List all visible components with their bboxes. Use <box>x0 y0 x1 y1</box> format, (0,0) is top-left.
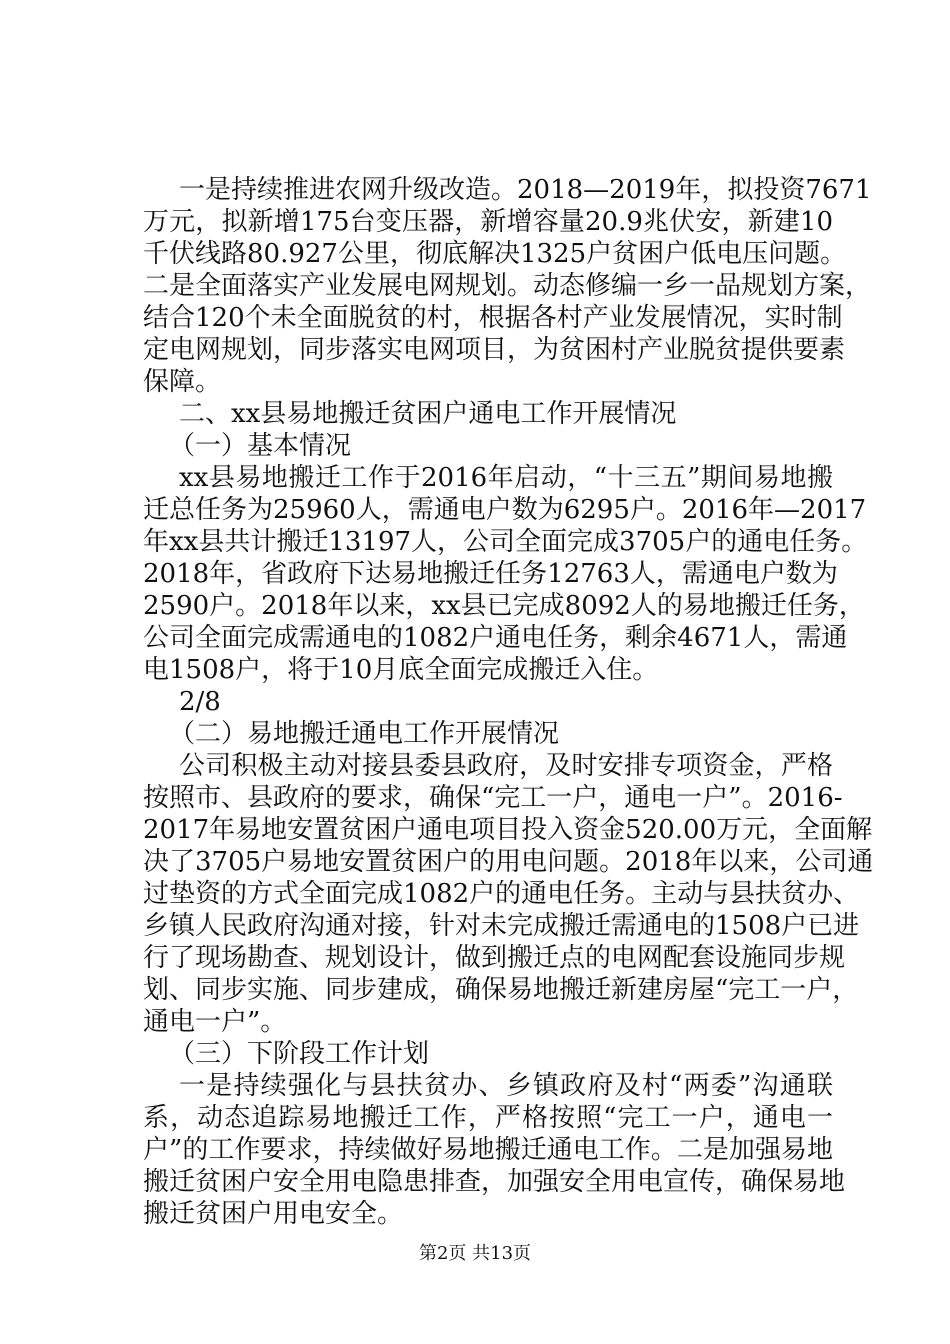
section-heading: 二、xx县易地搬迁贫困户通电工作开展情况 <box>179 399 677 429</box>
paragraph-line: 搬迁贫困户用电安全。 <box>143 1199 404 1229</box>
page-footer <box>0 1243 950 1265</box>
paragraph-line: 2017年易地安置贫困户通电项目投入资金520.00万元，全面解 <box>143 815 873 845</box>
inline-page-marker: 2/8 <box>179 687 221 717</box>
paragraph-line: 二是全面落实产业发展电网规划。动态修编一乡一品规划方案， <box>143 271 872 301</box>
paragraph-line: 一是持续推进农网升级改造。2018—2019年，拟投资7671 <box>179 175 872 205</box>
paragraph-line: 万元，拟新增175台变压器，新增容量20.9兆伏安，新建10 <box>143 207 833 237</box>
paragraph-line: 决了3705户易地安置贫困户的用电问题。2018年以来，公司通 <box>143 847 874 877</box>
paragraph-line: 结合120个未全面脱贫的村，根据各村产业发展情况，实时制 <box>143 303 843 333</box>
paragraph-line: 按照市、县政府的要求，确保“完工一户，通电一户”。2016- <box>143 783 843 813</box>
paragraph-line: 年xx县共计搬迁13197人，公司全面完成3705户的通电任务。 <box>143 527 868 557</box>
paragraph-line: 过垫资的方式全面完成1082户的通电任务。主动与县扶贫办、 <box>143 879 860 909</box>
paragraph-line: 划、同步实施、同步建成，确保易地搬迁新建房屋“完工一户， <box>143 975 859 1005</box>
subsection-heading: （一）基本情况 <box>169 431 352 461</box>
paragraph-line: 系，动态追踪易地搬迁工作，严格按照“完工一户，通电一 <box>143 1103 833 1133</box>
paragraph-line: 户”的工作要求，持续做好易地搬迁通电工作。二是加强易地 <box>143 1135 833 1165</box>
paragraph-line: 公司积极主动对接县委县政府，及时安排专项资金，严格 <box>179 751 833 781</box>
paragraph-line: 定电网规划，同步落实电网项目，为贫困村产业脱贫提供要素 <box>143 335 846 365</box>
paragraph-line: 2590户。2018年以来，xx县已完成8092人的易地搬迁任务， <box>143 591 865 621</box>
paragraph-line: 行了现场勘查、规划设计，做到搬迁点的电网配套设施同步规 <box>143 943 846 973</box>
paragraph-line: 搬迁贫困户安全用电隐患排查，加强安全用电宣传，确保易地 <box>143 1167 846 1197</box>
paragraph-line: 一是持续强化与县扶贫办、乡镇政府及村“两委”沟通联 <box>179 1071 833 1101</box>
page-number-label: 第2页 共13页 <box>418 1243 532 1264</box>
paragraph-line: 通电一户”。 <box>143 1007 287 1037</box>
paragraph-line: 乡镇人民政府沟通对接，针对未完成搬迁需通电的1508户已进 <box>143 911 860 941</box>
paragraph-line: 2018年，省政府下达易地搬迁任务12763人，需通电户数为 <box>143 559 838 589</box>
paragraph-line: 电1508户，将于10月底全面完成搬迁入住。 <box>143 655 659 685</box>
document-body <box>143 174 874 1230</box>
paragraph-line: 保障。 <box>143 367 222 397</box>
subsection-heading: （二）易地搬迁通电工作开展情况 <box>169 719 560 749</box>
subsection-heading: （三）下阶段工作计划 <box>169 1039 430 1069</box>
paragraph-line: 迁总任务为25960人，需通电户数为6295户。2016年—2017 <box>143 495 867 525</box>
paragraph-line: xx县易地搬迁工作于2016年启动，“十三五”期间易地搬 <box>179 463 833 493</box>
paragraph-line: 千伏线路80.927公里，彻底解决1325户贫困户低电压问题。 <box>143 239 847 269</box>
paragraph-line: 公司全面完成需通电的1082户通电任务，剩余4671人，需通 <box>143 623 848 653</box>
